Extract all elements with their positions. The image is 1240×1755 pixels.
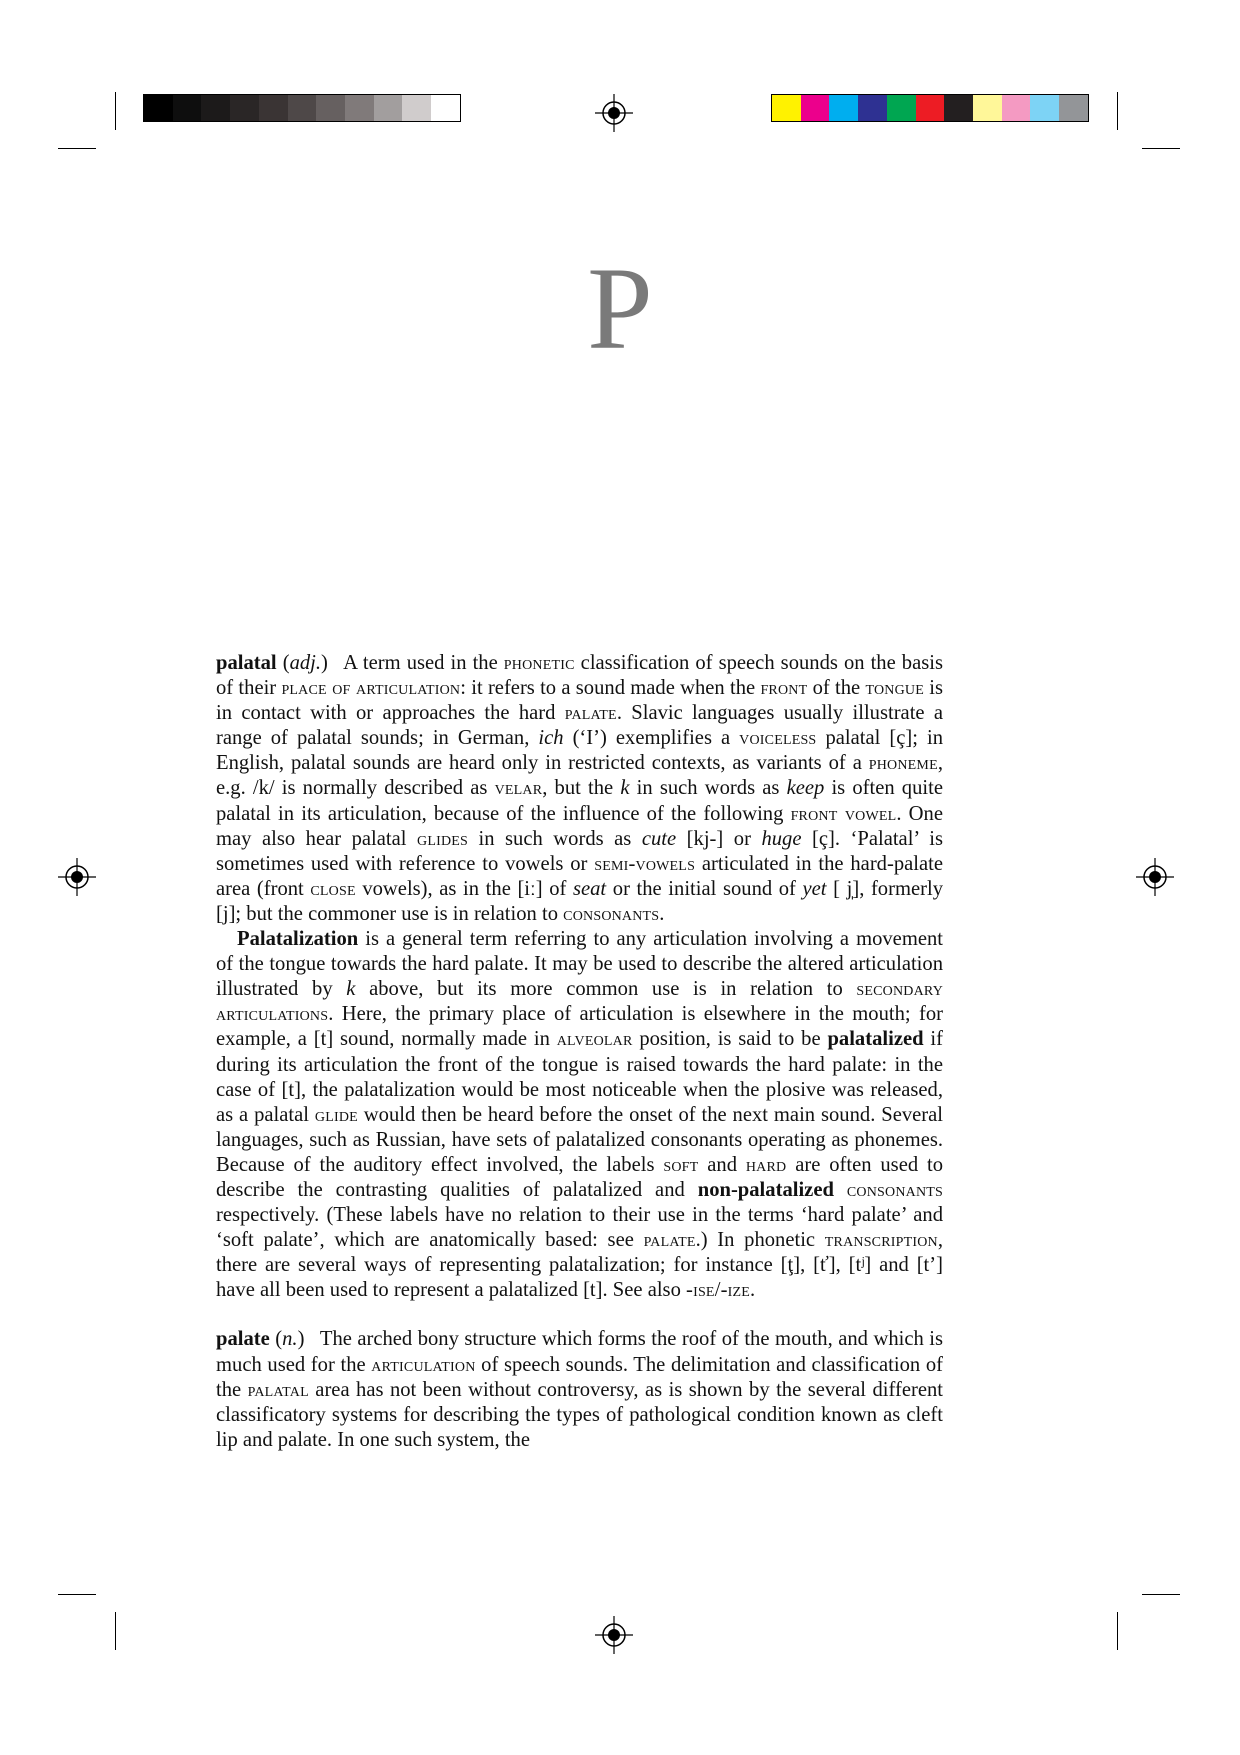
registration-mark-icon	[1136, 858, 1174, 896]
crop-mark-top-left-vertical	[115, 92, 116, 130]
cross-reference: velar	[494, 777, 543, 800]
cross-reference: voiceless	[739, 727, 817, 750]
color-swatch	[916, 95, 945, 121]
text-run: are often used to describe the contrasting qualities of palatalized and	[216, 1153, 944, 1201]
text-run: in such words as	[468, 827, 642, 850]
crop-mark-bottom-right-horizontal	[1142, 1594, 1180, 1595]
crop-mark-top-left-horizontal	[58, 148, 96, 149]
text-run: palatal [ç]; in English, palatal sounds are heard only in restricted contexts, as variants of a	[216, 727, 943, 775]
grayscale-swatch	[345, 95, 374, 121]
example-word: cute	[641, 827, 677, 850]
color-calibration-strip	[771, 94, 1089, 122]
text-run: respectively. (These labels have no relation to their use in the terms ‘hard palate’ and ‘soft palate’, which are anatomically based: see	[216, 1204, 943, 1252]
entry-subparagraph	[216, 927, 943, 1303]
text-run: [ j̩], formerly [j]; but the commoner use is in relation to	[216, 877, 943, 925]
cross-reference: transcription	[824, 1229, 938, 1252]
color-swatch	[829, 95, 858, 121]
text-run: , e.g. /k/ is normally described as	[216, 752, 943, 800]
grayscale-calibration-strip	[143, 94, 461, 122]
registration-mark-icon	[595, 1616, 633, 1654]
text-run: articulated in the hard-palate area (front	[216, 852, 943, 900]
text-run: (‘I’) exemplifies a	[563, 727, 740, 750]
text-run: , there are several ways of representing palatalization; for instance [ţ], [ť], [tʲ] and [t’] have all been used to represent a palatalized [t]. See also	[216, 1229, 943, 1302]
cross-reference: tongue	[865, 677, 924, 700]
text-run: or the initial sound of	[606, 877, 803, 900]
cross-reference: glides	[417, 827, 468, 850]
example-word: k	[620, 777, 630, 800]
color-swatch	[1030, 95, 1059, 121]
color-swatch	[1002, 95, 1031, 121]
text-run: . Here, the primary place of articulation is elsewhere in the mouth; for example, a [t] sound, normally made in	[216, 1003, 943, 1051]
registration-mark-icon	[595, 94, 633, 132]
color-swatch	[887, 95, 916, 121]
part-of-speech: (n.)	[275, 1328, 305, 1351]
color-swatch	[858, 95, 887, 121]
text-run: classification of speech sounds on the basis of their	[216, 652, 943, 700]
grayscale-swatch	[259, 95, 288, 121]
text-run: of speech sounds. The delimitation and classification of the	[216, 1353, 943, 1401]
color-swatch	[772, 95, 801, 121]
crop-mark-bottom-left-vertical	[115, 1612, 116, 1650]
grayscale-swatch	[374, 95, 403, 121]
text-run: : it refers to a sound made when the	[460, 677, 761, 700]
grayscale-swatch	[288, 95, 317, 121]
text-run: is a general term referring to any articulation involving a movement of the tongue towards the hard palate. It may be used to describe the altered articulation illustrated by	[216, 928, 943, 1001]
dictionary-entries	[216, 651, 943, 1453]
cross-reference: articulation	[371, 1353, 476, 1376]
example-word: k	[346, 978, 356, 1001]
grayscale-swatch	[316, 95, 345, 121]
color-swatch	[944, 95, 973, 121]
text-run: in such words as	[629, 777, 787, 800]
grayscale-swatch	[201, 95, 230, 121]
text-run: .	[750, 1279, 756, 1302]
text-run	[834, 1179, 847, 1201]
text-run: .) In phonetic	[695, 1229, 825, 1252]
text-run: , but the	[542, 777, 621, 800]
grayscale-swatch	[144, 95, 173, 121]
text-run: if during its articulation the front of the tongue is raised towards the hard palate: in the case of [t], the palatalization would be most noticeable when the plosive was released, as a palatal	[216, 1028, 943, 1126]
crop-mark-top-right-horizontal	[1142, 148, 1180, 149]
cross-reference: secondary articulations	[216, 978, 943, 1026]
color-swatch	[973, 95, 1002, 121]
text-run: .	[659, 902, 665, 925]
cross-reference: front	[760, 677, 808, 700]
text-run: [ç]. ‘Palatal’ is sometimes used with reference to vowels or	[216, 827, 943, 875]
example-word: yet	[802, 877, 827, 900]
color-swatch	[801, 95, 830, 121]
text-run: position, is said to be	[632, 1028, 828, 1051]
cross-reference: palate	[643, 1229, 696, 1252]
defined-term: Palatalization	[237, 928, 359, 951]
text-run: above, but its more common use is in relation to	[355, 978, 857, 1001]
text-run: vowels), as in the [iː] of	[355, 877, 573, 900]
text-run: would then be heard before the onset of the next main sound. Several languages, such as Russian, have sets of palatalized consonants operating as phonemes. Because of the auditory effect involved, the labels	[216, 1103, 943, 1176]
headword: palatal	[216, 652, 277, 674]
cross-reference: alveolar	[556, 1028, 633, 1051]
cross-reference: palatal	[247, 1378, 309, 1401]
text-run: . Slavic languages usually illustrate a range of palatal sounds; in German,	[216, 702, 944, 750]
example-word: huge	[761, 827, 802, 850]
cross-reference: hard	[745, 1153, 787, 1176]
text-run: A term used in the	[343, 652, 504, 674]
defined-term: palatalized	[827, 1028, 924, 1051]
cross-reference: phoneme	[868, 752, 938, 775]
text-run: and	[698, 1153, 746, 1176]
cross-reference: place of articulation	[281, 677, 461, 700]
cross-reference: front vowel	[790, 802, 897, 825]
cross-reference: phonetic	[503, 652, 575, 674]
color-swatch	[1059, 95, 1088, 121]
example-word: seat	[572, 877, 607, 900]
crop-mark-bottom-right-vertical	[1117, 1612, 1118, 1650]
entry-paragraph	[216, 1327, 943, 1452]
cross-reference: consonants	[563, 902, 660, 925]
grayscale-swatch	[402, 95, 431, 121]
crop-mark-top-right-vertical	[1117, 92, 1118, 130]
text-run: is in contact with or approaches the hard	[216, 677, 943, 725]
cross-reference: palate	[564, 702, 617, 725]
text-run: [kj-] or	[676, 827, 762, 850]
cross-reference: consonants	[846, 1178, 943, 1201]
entry-paragraph	[216, 651, 943, 927]
text-run: area has not been without controversy, as is shown by the several different classificatory systems for describing the types of pathological condition known as cleft lip and palate. In one such system, the	[216, 1378, 943, 1451]
headword: palate	[216, 1328, 270, 1351]
text-run: is often quite palatal in its articulation, because of the influence of the following	[216, 777, 943, 825]
part-of-speech: (adj.)	[282, 652, 328, 674]
cross-reference: soft	[663, 1153, 699, 1176]
registration-mark-icon	[58, 858, 96, 896]
text-run: of the	[807, 677, 866, 700]
example-word: ich	[538, 727, 564, 750]
crop-mark-bottom-left-horizontal	[58, 1594, 96, 1595]
cross-reference: semi-vowels	[594, 852, 696, 875]
chapter-letter: P	[587, 243, 653, 374]
text-run: The arched bony structure which forms the roof of the mouth, and which is much used for the	[216, 1328, 943, 1376]
defined-term: non-palatalized	[697, 1178, 834, 1201]
grayscale-swatch	[230, 95, 259, 121]
text-run: . One may also hear palatal	[216, 802, 943, 850]
example-word: keep	[786, 777, 825, 800]
grayscale-swatch	[431, 95, 460, 121]
cross-reference: close	[310, 877, 356, 900]
grayscale-swatch	[173, 95, 202, 121]
cross-reference: -ise/-ize	[686, 1279, 751, 1302]
cross-reference: glide	[314, 1103, 358, 1126]
